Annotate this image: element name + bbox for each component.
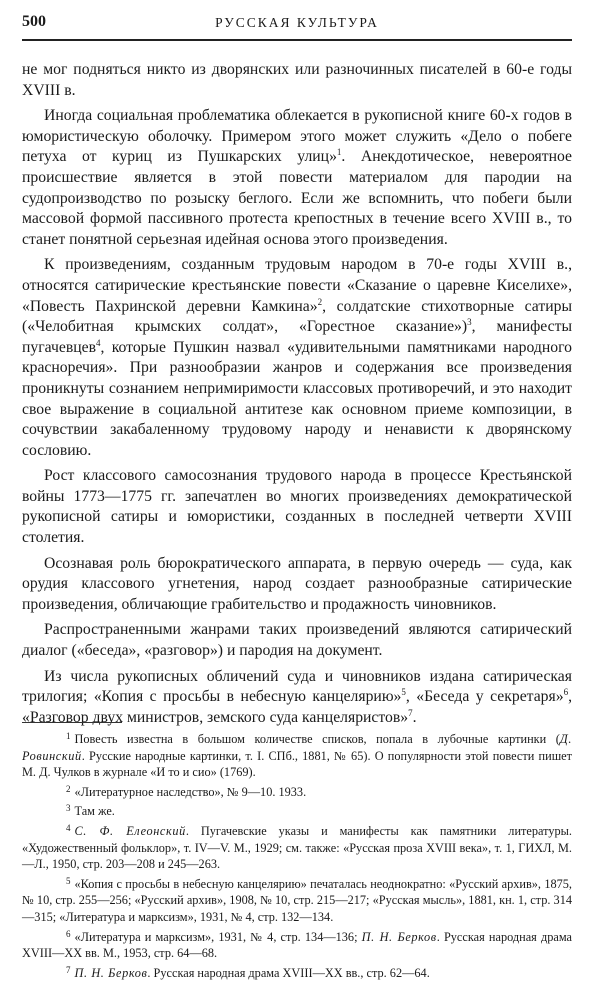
footnote-3: 3 Там же. [22,800,572,820]
footnote-5: 5 «Копия с просьбы в небесную канцелярию» печаталась неоднократно: «Русский архив», 1875, № 10, стр. 255—256; «Русский архив», 1908, № 10, стр. 215—217; «Русская мысль», 1881, кн. 1, стр. 314—315; «Литература и марксизм», 1931, № 4, стр. 132—134. [22,873,572,926]
footnote-ref-7[interactable]: 7 [408,707,413,718]
footnote-ref-5[interactable]: 5 [401,687,406,698]
footnote-rule [22,722,122,723]
paragraph-6: Распространенными жанрами таких произведений являются сатирический диалог («беседа», «разговор») и пародия на документ. [22,621,572,660]
footnote-number: 4 [66,822,71,833]
author-name: П. Н. Берков [361,929,437,944]
header-rule [22,39,572,41]
paragraph-1: не мог подняться никто из дворянских или разночинных писателей в 60-е годы XVIII в. [22,61,572,99]
footnote-number: 3 [66,803,71,814]
author-name: П. Н. Берков [74,965,148,980]
page-header [22,10,572,36]
footnote-4: 4 С. Ф. Елеонский. Пугачевские указы и манифесты как памятники литературы. «Художественный фольклор», т. IV—V. М., 1929; см. также: «Русская проза XVIII века», т. 1, ГИХЛ, М.—Л., 1950, стр. 203—208 и 245—263. [22,820,572,873]
paragraph-3: К произведениям, созданным трудовым народом в 70-е годы XVIII в., относятся сатирические крестьянские повести «Сказание о царевне Киселихе», «Повесть Пахринской деревни Камкина»$^2$, солдатские стихотворные сатиры («Челобитная крымских солдат», «Горестное сказание»)$^3$, манифесты пугачевцев$^4$, которые Пушкин назвал «удивительными памятниками народного красноречия». При разнообразии жанров и содержания все произведения проникнуты сознанием непримиримости классовых противоречий, и это находит свое выражение в социальной антитезе как основном приеме композиции, в сочувствии закабаленному трудовому народу и ненависти к дворянскому сословию. [22,256,572,459]
footnote-2: 2 «Литературное наследство», № 9—10. 1933. [22,781,572,801]
footnote-ref-4[interactable]: 4 [96,337,101,348]
paragraph-4: Рост классового самосознания трудового народа в процессе Крестьянской войны 1773—1775 гг. запечатлен во многих произведениях демократической рукописной сатиры и юмористики, созданных в последней четверти XVIII столетия. [22,467,572,547]
author-name: С. Ф. Елеонский [74,823,186,838]
main-text [22,60,572,733]
footnote-number: 1 [66,731,71,741]
footnote-ref-1[interactable]: 1 [336,147,342,158]
paragraph-5: Осознавая роль бюрократического аппарата, в первую очередь — суда, как орудия классового угнетения, народ создает разнообразные сатирические произведения, обличающие грабительство и продажность чиновников. [22,554,572,613]
footnote-number: 6 [66,928,71,939]
footnote-number: 7 [66,964,71,975]
footnote-ref-3[interactable]: 3 [467,317,472,328]
paragraph-7: Из числа рукописных обличений суда и чиновников издана сатирическая трилогия; «Копия с просьбы в небесную канцелярию»$^5$, «Беседа у секретаря»$^6$, «Разговор двух министров, земского суда канцеляристов»$^7$. [22,667,572,726]
footnote-number: 2 [66,783,71,794]
page-number: 500 [22,13,46,30]
footnotes [22,728,572,981]
footnote-7: 7 П. Н. Берков. Русская народная драма XVIII—XX вв., стр. 62—64. [22,962,572,982]
author-name: Д. Ровинский [22,732,572,763]
footnote-1: 1 Повесть известна в большом количестве списков, попала в лубочные картинки (Д. Ровинский. Русские народные картинки, т. I. СПб., 1881, № 65). О популярности этой повести пишет М. Д. Чулков в журнале «И то и сио» (1769). [22,728,572,781]
footnote-number: 5 [66,875,71,886]
footnote-6: 6 «Литература и марксизм», 1931, № 4, стр. 134—136; П. Н. Берков. Русская народная драма XVIII—XX вв. М., 1953, стр. 64—68. [22,926,572,962]
footnote-ref-6[interactable]: 6 [563,687,569,698]
footnote-ref-2[interactable]: 2 [317,296,323,307]
paragraph-2: Иногда социальная проблематика облекается в рукописной книге 60-х годов в юмористическую оболочку. Примером этого может служить «Дело о побеге петуха от куриц из Пушкарских улиц»$^1$. Анекдотическое, невероятное происшествие является в этой повести материалом для пародии на судопроизводство по розыску беглого. Если же вспомнить, что побеги были массовой формой пассивного протеста крепостных в течение всего XVIII в., то станет понятной серьезная идейная основа этого произведения. [22,107,573,248]
running-title: РУССКАЯ КУЛЬТУРА [215,15,379,30]
